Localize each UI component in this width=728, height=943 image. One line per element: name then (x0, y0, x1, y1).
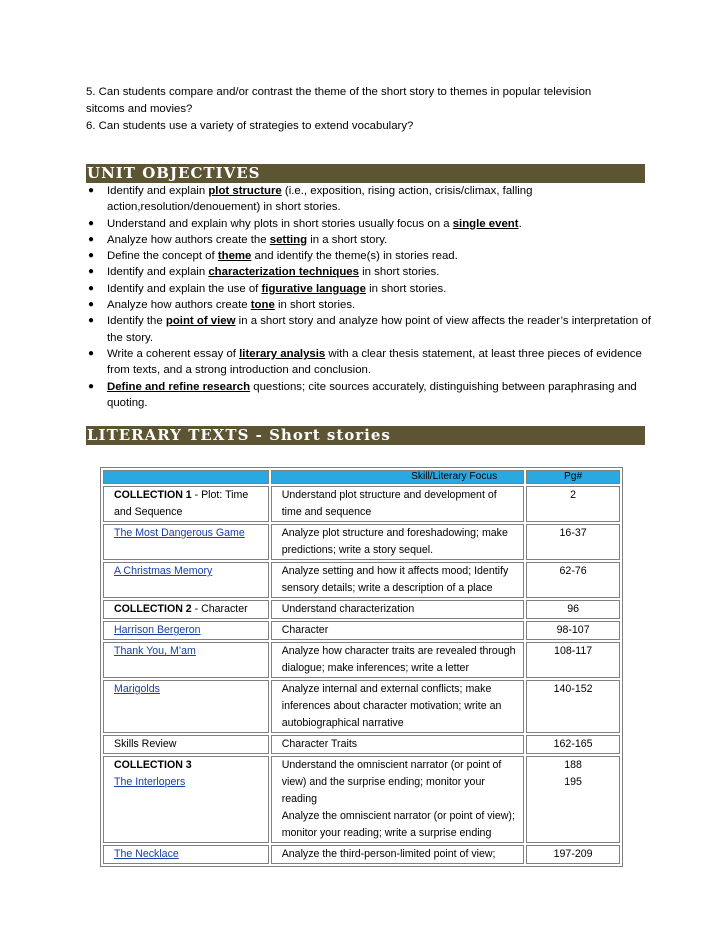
objective-item (86, 313, 651, 346)
page-number: 96 (567, 603, 579, 615)
objective-text: in a short story and analyze how point of view affects the reader’s interpretation of the story. (107, 315, 651, 344)
unit-objectives-list (86, 183, 651, 411)
focus-text: Analyze how character traits are revealed through dialogue; make inferences; write a letter (281, 645, 516, 674)
bullet-icon: ● (88, 282, 95, 294)
focus-text: Understand characterization (281, 603, 415, 615)
story-link[interactable]: The Necklace (114, 848, 179, 860)
table-row (103, 642, 620, 678)
page-number: 140-152 (553, 683, 593, 695)
collection-label: COLLECTION 2 (114, 603, 192, 615)
focus-text: Analyze internal and external conflicts; make inferences about character motivation; write an autobiographical narrative (281, 683, 502, 729)
cell-title (103, 621, 269, 640)
cell-page (526, 642, 620, 678)
cell-title (103, 562, 269, 598)
table-header-row (103, 470, 620, 484)
bullet-icon: ● (88, 266, 95, 278)
objective-text: with a clear thesis statement, at least three pieces of evidence from texts, and a strong introduction and conclusion. (107, 347, 642, 377)
table-row (103, 756, 620, 843)
question-6: 6. Can students use a variety of strategies to extend vocabulary? (86, 120, 414, 132)
question-5-line-2: sitcoms and movies? (86, 103, 193, 115)
cell-title (103, 735, 269, 754)
story-link[interactable]: Marigolds (114, 683, 160, 695)
objective-item (86, 216, 651, 232)
objective-text: Identify the (107, 315, 166, 328)
bullet-icon: ● (88, 380, 95, 392)
cell-title (103, 845, 269, 864)
page-number: 195 (564, 776, 582, 788)
table-row (103, 680, 620, 733)
cell-title (103, 680, 269, 733)
objective-item (86, 232, 651, 248)
table-row (103, 845, 620, 864)
page-number: 197-209 (553, 848, 593, 860)
page-number: 162-165 (553, 738, 593, 750)
objective-text: questions; cite sources accurately, distinguishing between paraphrasing and quoting. (107, 380, 637, 409)
objective-text: Analyze how authors create (107, 299, 251, 312)
objective-item (86, 346, 651, 379)
focus-text: Analyze the omniscient narrator (or point of view); monitor your reading; write a surprise ending (281, 810, 515, 839)
collection-subtitle: - Plot: Time and Sequence (114, 489, 249, 518)
question-5-line-1: 5. Can students compare and/or contrast the theme of the short story to themes in popular television (86, 86, 592, 98)
objective-keyword: figurative language (261, 282, 366, 295)
table-row (103, 621, 620, 640)
objective-keyword: Define and refine research (107, 380, 251, 393)
row-label: Skills Review (114, 738, 177, 750)
objective-keyword: setting (269, 233, 308, 246)
focus-text: Understand the omniscient narrator (or point of view) and the surprise ending; monitor your reading (281, 759, 502, 805)
cell-page (526, 680, 620, 733)
objective-item (86, 281, 651, 297)
unit-objectives-heading: UNIT OBJECTIVES (86, 164, 645, 183)
focus-text: Analyze plot structure and foreshadowing; make predictions; write a story sequel. (281, 527, 508, 556)
header-focus: Skill/Literary Focus (271, 470, 524, 484)
focus-text: Understand plot structure and development of time and sequence (281, 489, 497, 518)
objective-keyword: single event (452, 217, 519, 230)
cell-page (526, 524, 620, 560)
table-body (103, 486, 620, 864)
objective-text: (i.e., exposition, rising action, crisis/climax, falling action,resolution/denouement) in short stories. (107, 185, 533, 214)
cell-page (526, 756, 620, 843)
bullet-icon: ● (88, 315, 95, 327)
cell-title (103, 600, 269, 619)
objective-item (86, 379, 651, 412)
story-link[interactable]: Harrison Bergeron (114, 624, 201, 636)
cell-focus (271, 735, 524, 754)
story-link[interactable]: The Interlopers (114, 776, 186, 788)
objective-text: Define the concept of (107, 250, 218, 263)
cell-focus (271, 756, 524, 843)
literary-texts-table (100, 467, 623, 867)
objective-text: Identify and explain (107, 266, 209, 279)
literary-texts-heading: LITERARY TEXTS - Short stories (86, 426, 645, 445)
collection-label: COLLECTION 3 (114, 759, 192, 771)
objective-text: Identify and explain (107, 185, 209, 197)
objective-item (86, 248, 651, 264)
page-number: 2 (570, 489, 577, 501)
objective-item (86, 264, 651, 280)
objective-text: in short stories. (358, 266, 440, 279)
objective-keyword: point of view (165, 315, 236, 328)
cell-page (526, 600, 620, 619)
cell-page (526, 621, 620, 640)
header-page: Pg# (526, 470, 620, 484)
cell-page (526, 562, 620, 598)
cell-page (526, 486, 620, 522)
table-row (103, 735, 620, 754)
focus-text: Analyze setting and how it affects mood; Identify sensory details; write a description of a place (281, 565, 509, 594)
header-title (103, 470, 269, 484)
page-number: 98-107 (556, 624, 590, 636)
bullet-icon: ● (88, 299, 95, 311)
objective-keyword: plot structure (208, 185, 282, 197)
cell-focus (271, 486, 524, 522)
objective-text: . (518, 217, 522, 230)
bullet-icon: ● (88, 347, 95, 359)
table-row (103, 524, 620, 560)
cell-title (103, 486, 269, 522)
cell-focus (271, 845, 524, 864)
page-number: 16-37 (559, 527, 587, 539)
bullet-icon: ● (88, 250, 95, 262)
cell-title (103, 642, 269, 678)
objective-keyword: tone (250, 299, 275, 312)
cell-focus (271, 642, 524, 678)
cell-focus (271, 562, 524, 598)
table-row (103, 600, 620, 619)
story-link[interactable]: The Most Dangerous Game (114, 527, 245, 539)
bullet-icon: ● (88, 185, 95, 196)
bullet-icon: ● (88, 233, 95, 245)
objective-text: and identify the theme(s) in stories read. (251, 250, 458, 263)
objective-text: in short stories. (365, 282, 447, 295)
focus-text: Character Traits (281, 738, 358, 750)
story-link[interactable]: A Christmas Memory (114, 565, 213, 577)
objective-text: Analyze how authors create the (107, 233, 270, 246)
objective-text: Understand and explain why plots in short stories usually focus on a (107, 217, 453, 230)
cell-focus (271, 621, 524, 640)
cell-focus (271, 680, 524, 733)
cell-focus (271, 600, 524, 619)
cell-page (526, 735, 620, 754)
objective-text: in short stories. (274, 299, 356, 312)
objective-text: Write a coherent essay of (107, 347, 240, 360)
page-number: 62-76 (559, 565, 587, 577)
table-row (103, 486, 620, 522)
page-number: 108-117 (554, 645, 593, 657)
cell-page (526, 845, 620, 864)
cell-title (103, 756, 269, 843)
focus-text: Character (281, 624, 329, 636)
intro-questions (86, 84, 666, 135)
bullet-icon: ● (88, 217, 95, 229)
focus-text: Analyze the third-person-limited point of view; (281, 848, 496, 860)
objective-keyword: literary analysis (239, 347, 326, 360)
story-link[interactable]: Thank You, M’am (114, 645, 196, 657)
objective-text: in a short story. (307, 233, 388, 246)
objective-keyword: characterization techniques (208, 266, 359, 279)
objective-text: Identify and explain the use of (107, 282, 262, 295)
collection-subtitle: - Character (191, 603, 248, 615)
cell-title (103, 524, 269, 560)
objective-item (86, 183, 651, 216)
objective-item (86, 297, 651, 313)
page-number: 188 (564, 759, 582, 771)
cell-focus (271, 524, 524, 560)
objective-keyword: theme (217, 250, 252, 263)
collection-label: COLLECTION 1 (114, 489, 192, 501)
table-row (103, 562, 620, 598)
